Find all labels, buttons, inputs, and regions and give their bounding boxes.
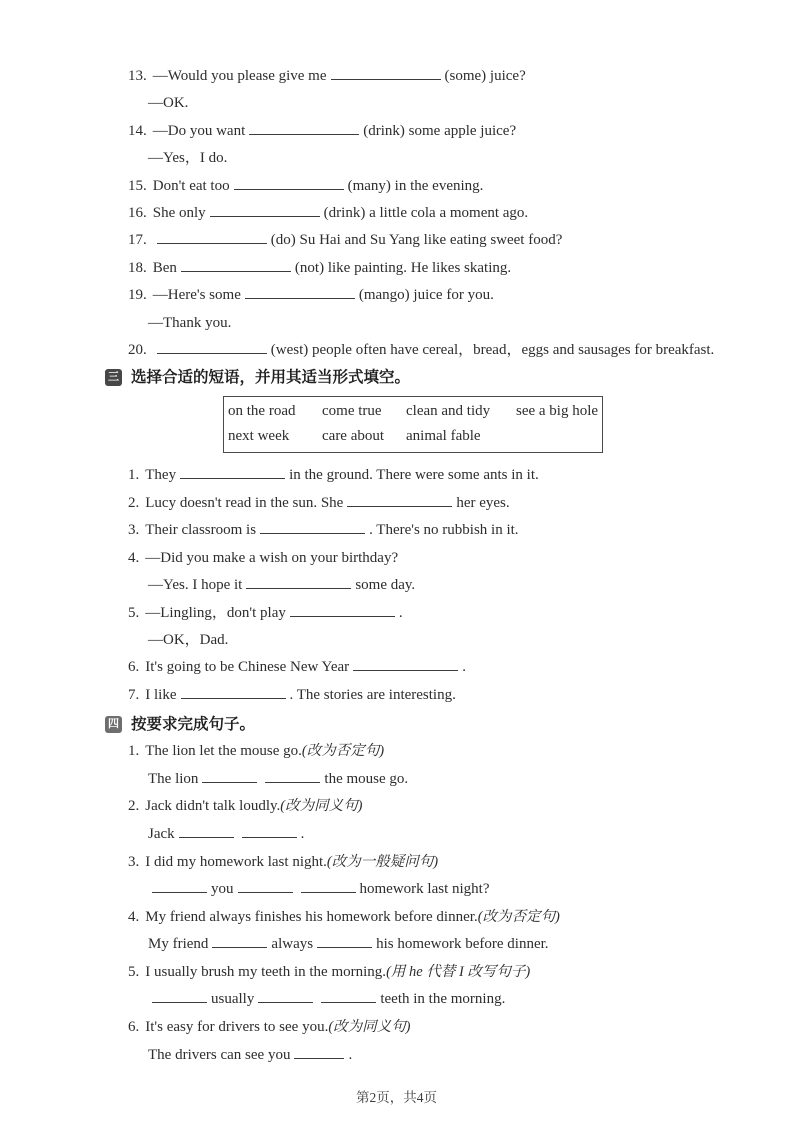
answer-blank (294, 1045, 344, 1059)
worksheet-line (105, 627, 775, 654)
worksheet-line (105, 490, 775, 517)
line-text: —Thank you. (148, 314, 232, 331)
rewrite-instruction: (改为否定句) (301, 743, 385, 760)
line-text: The drivers can see you (148, 1046, 291, 1063)
line-text: teeth in the morning. (380, 991, 506, 1008)
line-text: (mango) juice for you. (358, 287, 494, 304)
answer-blank (181, 685, 286, 699)
section-lines (105, 462, 775, 709)
line-text: —Do you want (152, 122, 246, 139)
worksheet-line (105, 682, 775, 709)
section-phrase-fill (105, 364, 775, 709)
line-text: It's easy for drivers to see you. (145, 1019, 329, 1036)
line-text: always (271, 936, 314, 953)
worksheet-line (105, 738, 775, 766)
worksheet-line (105, 145, 775, 172)
item-number: 17. (128, 232, 147, 249)
item-number: 20. (128, 342, 147, 359)
worksheet-line (105, 545, 775, 572)
section-rewrite-sentences (105, 711, 775, 1069)
worksheet-line (105, 310, 775, 337)
answer-blank (246, 575, 351, 589)
line-text: homework last night? (359, 881, 490, 898)
line-text: The lion let the mouse go. (145, 743, 302, 760)
item-number: 7. (128, 686, 140, 703)
section-three-badge: 三 (105, 369, 122, 386)
line-text: . (300, 825, 305, 842)
worksheet-line (105, 572, 775, 599)
section-lines (105, 63, 775, 364)
line-text: . (462, 659, 466, 676)
answer-blank (157, 340, 267, 354)
line-text: —Here's some (152, 287, 241, 304)
line-text: I usually brush my teeth in the morning. (145, 963, 387, 980)
answer-blank (181, 258, 291, 272)
line-text: (many) in the evening. (347, 177, 484, 194)
item-number: 1. (128, 467, 140, 484)
section-three-title: 选择合适的短语，并用其适当形式填空。 (131, 369, 411, 387)
worksheet-line (105, 931, 775, 959)
answer-blank (245, 285, 355, 299)
worksheet-line (105, 600, 775, 627)
worksheet-line (105, 849, 775, 877)
worksheet-line (105, 1014, 775, 1042)
line-text: some day. (355, 577, 416, 594)
item-number: 13. (128, 68, 147, 84)
worksheet-line (105, 462, 775, 489)
line-text: Jack didn't talk loudly. (145, 798, 281, 815)
rewrite-instruction: (改为同义句) (280, 798, 363, 815)
item-number: 2. (128, 494, 140, 511)
section-lines (105, 738, 775, 1069)
page-number: 第2页，共4页 (356, 1090, 437, 1105)
worksheet-line (105, 200, 775, 227)
rewrite-instruction: (改为一般疑问句) (326, 853, 439, 870)
rewrite-instruction: (改为否定句) (477, 908, 560, 925)
answer-blank (210, 203, 320, 217)
worksheet-line (105, 654, 775, 681)
line-text: Jack (148, 825, 175, 842)
worksheet-line (105, 793, 775, 821)
line-text: (not) like painting. He likes skating. (294, 259, 512, 276)
line-text: Their classroom is (145, 522, 257, 539)
line-text: (west) people often have cereal，bread，eggs and sausages for breakfast. (270, 342, 715, 359)
answer-blank (179, 824, 234, 838)
item-number: 14. (128, 122, 147, 139)
worksheet-line (105, 337, 775, 364)
line-text: (drink) a little cola a moment ago. (323, 205, 529, 222)
line-text: . (348, 1046, 353, 1063)
line-text: . The stories are interesting. (289, 686, 456, 703)
phrase-bank-box (223, 396, 603, 453)
line-text: her eyes. (456, 494, 510, 511)
line-text: I like (145, 686, 177, 703)
worksheet-line (105, 904, 775, 932)
worksheet-content (105, 63, 775, 1069)
line-text: usually (211, 991, 255, 1008)
worksheet-line (105, 766, 775, 794)
phrase-option: next week (228, 428, 290, 445)
item-number: 2. (128, 798, 140, 815)
line-text: My friend (148, 936, 209, 953)
item-number: 3. (128, 853, 140, 870)
line-text: Don't eat too (152, 177, 230, 194)
item-number: 5. (128, 604, 140, 621)
line-text: . (398, 604, 403, 621)
answer-blank (321, 989, 376, 1003)
worksheet-line (105, 986, 775, 1014)
line-text: (drink) some apple juice? (363, 122, 517, 139)
worksheet-line (105, 282, 775, 309)
answer-blank (202, 769, 257, 783)
answer-blank (249, 121, 359, 135)
line-text: —Did you make a wish on your birthday? (145, 549, 399, 566)
item-number: 15. (128, 177, 147, 194)
phrase-option: care about (322, 428, 385, 445)
line-text: . There's no rubbish in it. (369, 522, 519, 539)
line-text: It's going to be Chinese New Year (145, 659, 350, 676)
answer-blank (353, 657, 458, 671)
line-text: —Yes，I do. (148, 150, 228, 167)
answer-blank (317, 934, 372, 948)
answer-blank (234, 176, 344, 190)
line-text: —Yes. I hope it (148, 577, 243, 594)
phrase-option: clean and tidy (406, 403, 491, 420)
line-text: in the ground. There were some ants in it. (289, 467, 539, 484)
worksheet-line (105, 227, 775, 254)
worksheet-line (105, 876, 775, 904)
item-number: 6. (128, 659, 140, 676)
answer-blank (152, 989, 207, 1003)
item-number: 4. (128, 908, 140, 925)
line-text: They (145, 467, 177, 484)
line-text: the mouse go. (324, 770, 409, 787)
answer-blank (258, 989, 313, 1003)
answer-blank (242, 824, 297, 838)
answer-blank (212, 934, 267, 948)
item-number: 16. (128, 205, 147, 222)
answer-blank (265, 769, 320, 783)
worksheet-line (105, 63, 775, 90)
worksheet-line (105, 118, 775, 145)
answer-blank (180, 465, 285, 479)
section-header-four (105, 711, 775, 738)
item-number: 5. (128, 963, 140, 980)
line-text: My friend always finishes his homework before dinner. (145, 908, 478, 925)
item-number: 6. (128, 1019, 140, 1036)
worksheet-line (105, 255, 775, 282)
line-text: (do) Su Hai and Su Yang like eating sweet food? (270, 232, 563, 249)
item-number: 1. (128, 743, 140, 760)
line-text: —Lingling，don't play (145, 604, 286, 621)
line-text: Lucy doesn't read in the sun. She (145, 494, 344, 511)
phrase-bank-row (228, 424, 602, 449)
worksheet-line (105, 959, 775, 987)
section-word-form-fill (105, 63, 775, 364)
line-text: Ben (152, 259, 177, 276)
answer-blank (301, 879, 356, 893)
worksheet-line (105, 173, 775, 200)
phrase-option: animal fable (406, 428, 481, 445)
line-text: —OK. (148, 95, 189, 112)
answer-blank (260, 520, 365, 534)
section-four-title: 按要求完成句子。 (131, 716, 256, 734)
answer-blank (152, 879, 207, 893)
item-number: 19. (128, 287, 147, 304)
phrase-option: on the road (228, 403, 296, 420)
answer-blank (238, 879, 293, 893)
line-text: —Would you please give me (152, 68, 327, 84)
line-text: The lion (148, 770, 199, 787)
rewrite-instruction: (改为同义句) (328, 1019, 411, 1036)
phrase-option: come true (322, 403, 382, 420)
answer-blank (290, 603, 395, 617)
line-text: She only (152, 205, 206, 222)
section-header-three (105, 364, 775, 391)
worksheet-line (105, 517, 775, 544)
item-number: 3. (128, 522, 140, 539)
worksheet-line (105, 821, 775, 849)
rewrite-instruction: (用 he 代替 I 改写句子) (386, 963, 531, 980)
worksheet-line (105, 1042, 775, 1070)
phrase-bank-row (228, 399, 602, 424)
line-text: you (211, 881, 234, 898)
line-text: his homework before dinner. (376, 936, 549, 953)
line-text: (some) juice? (444, 68, 526, 84)
item-number: 18. (128, 259, 147, 276)
answer-blank (157, 230, 267, 244)
phrase-option: see a big hole (516, 403, 599, 420)
item-number: 4. (128, 549, 140, 566)
line-text: —OK，Dad. (148, 631, 229, 648)
section-four-badge: 四 (105, 716, 122, 733)
worksheet-line (105, 90, 775, 117)
answer-blank (331, 66, 441, 80)
answer-blank (347, 493, 452, 507)
line-text: I did my homework last night. (145, 853, 327, 870)
